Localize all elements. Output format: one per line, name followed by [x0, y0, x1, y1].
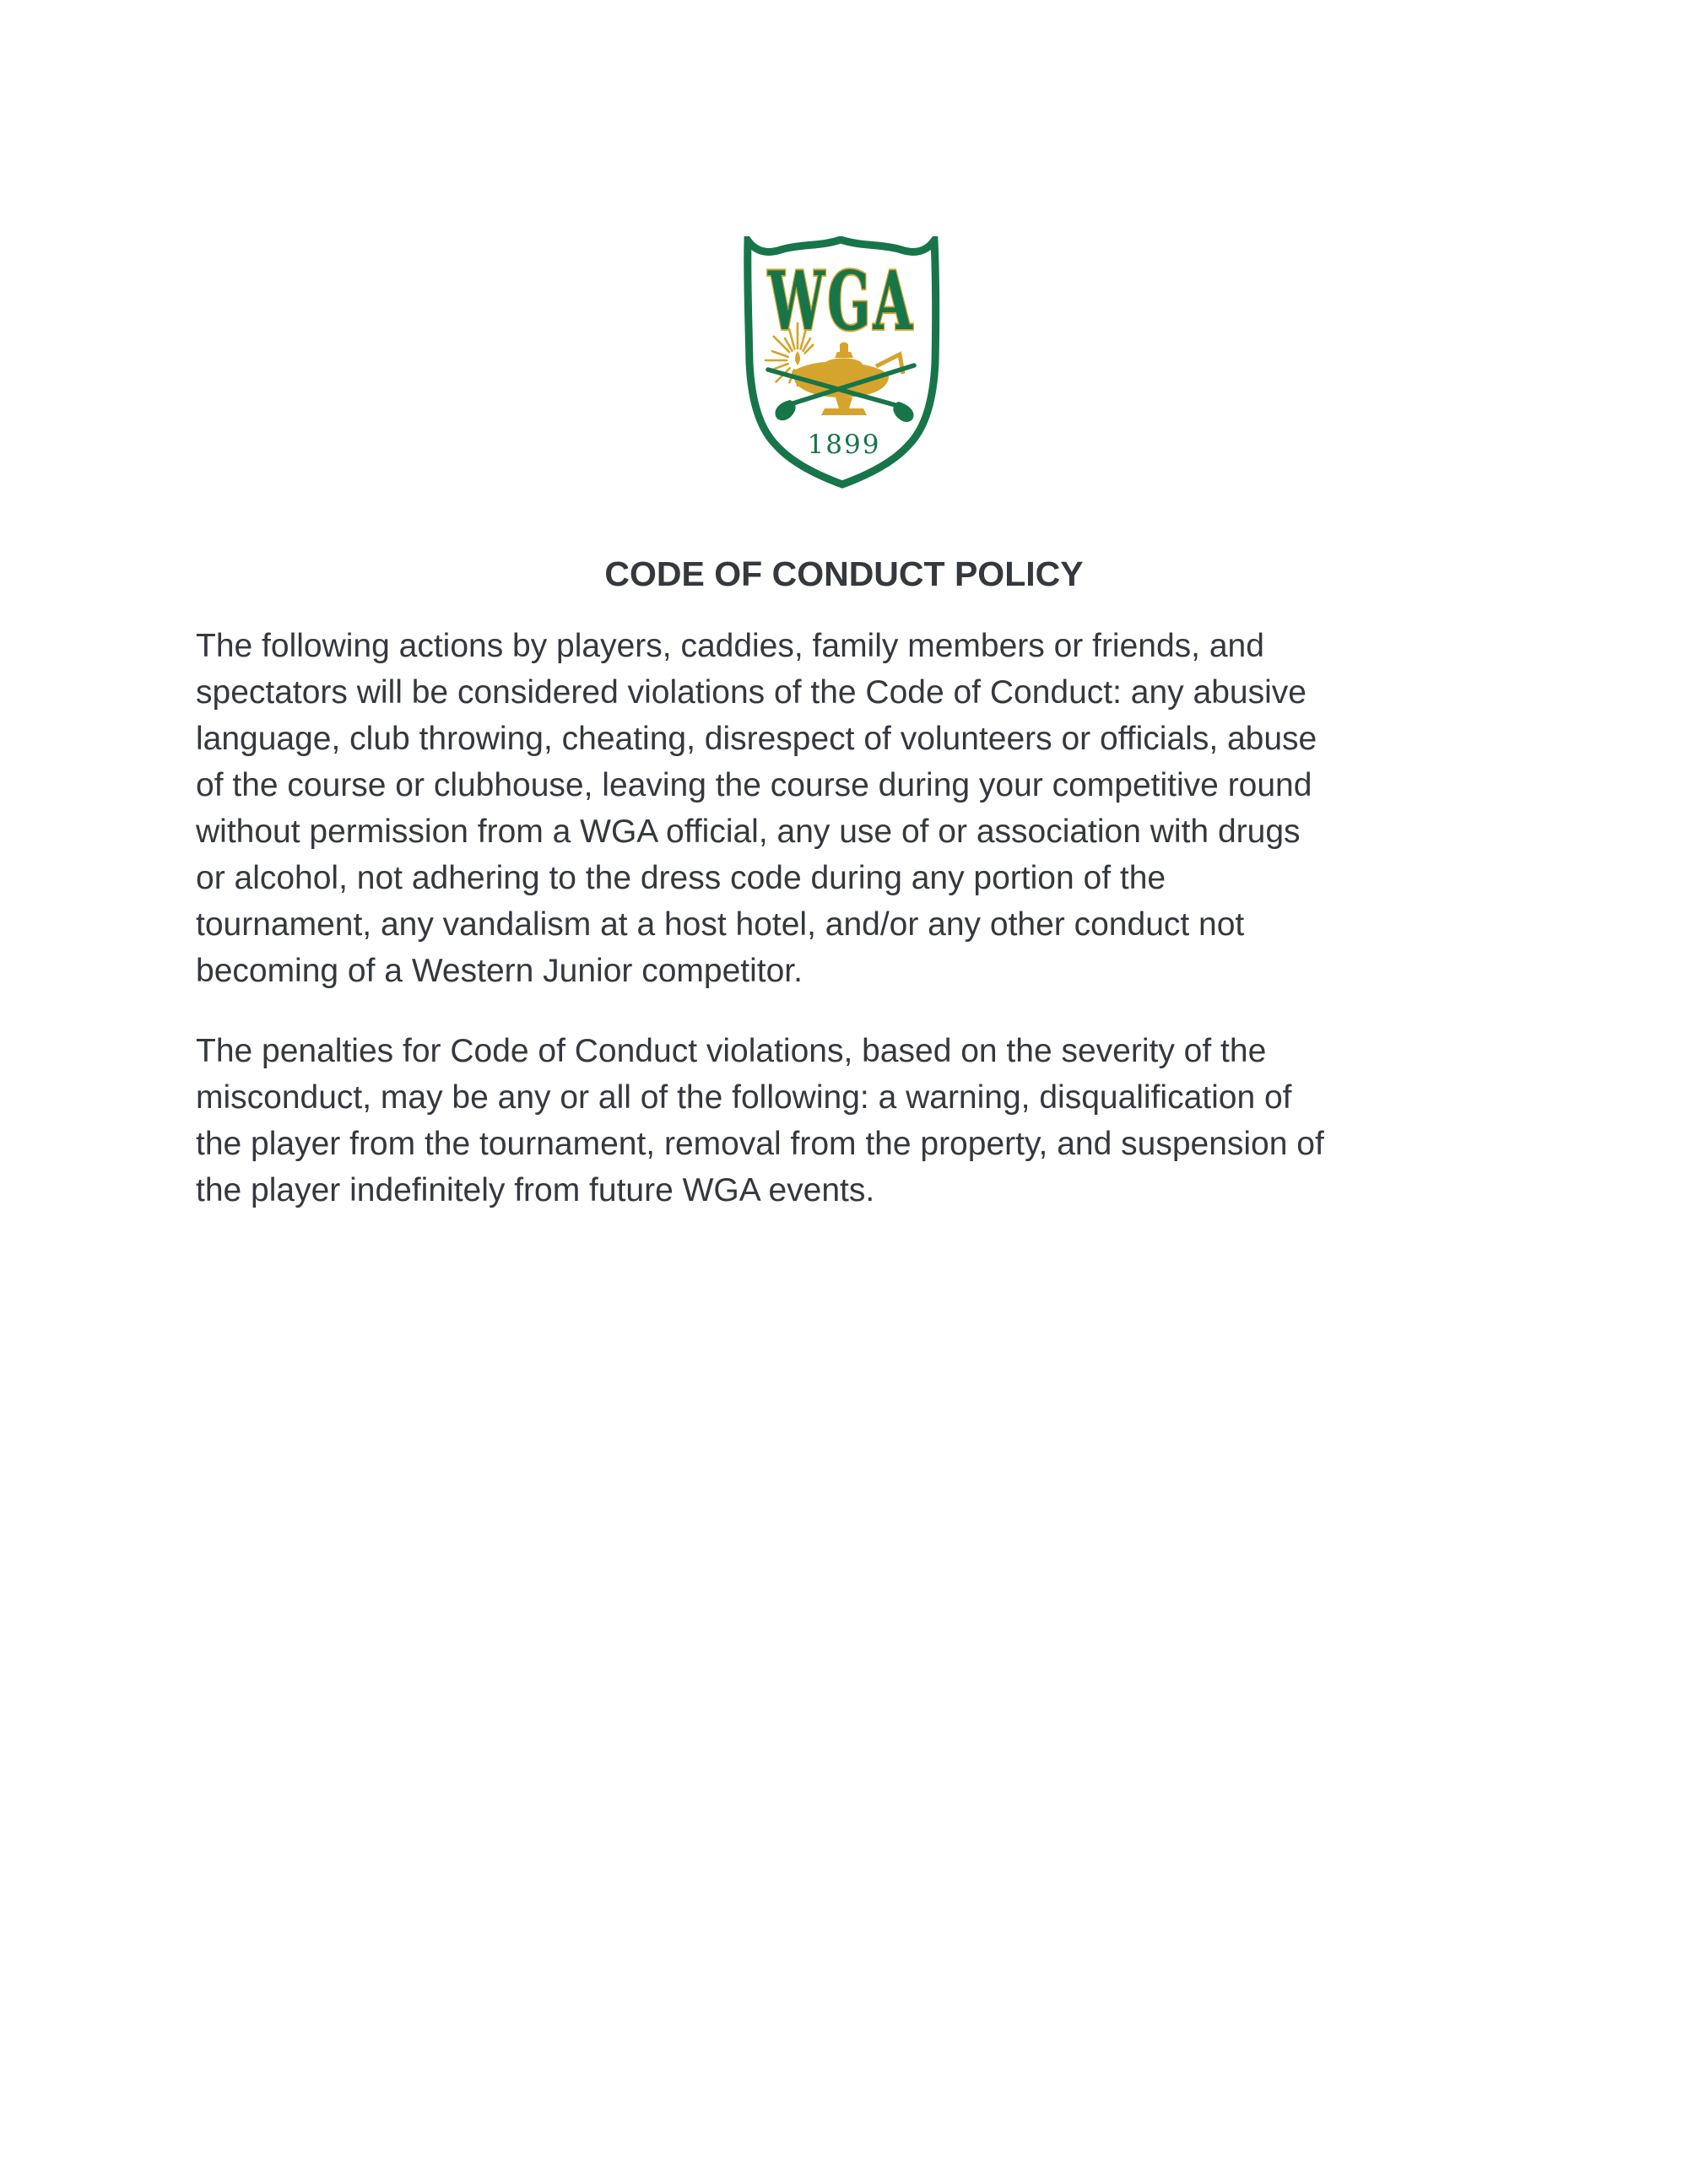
- logo-year: 1899: [807, 430, 881, 460]
- text-line: The following actions by players, caddies, family members or friends, and: [196, 628, 1264, 664]
- page-title: CODE OF CONDUCT POLICY: [604, 554, 1084, 593]
- text-line: language, club throwing, cheating, disrespect of volunteers or officials, abuse: [196, 721, 1317, 757]
- paragraph-violations: [196, 623, 1512, 994]
- text-line: spectators will be considered violations of the Code of Conduct: any abusive: [196, 674, 1307, 711]
- logo-monogram: WGA: [767, 253, 916, 349]
- text-line: without permission from a WGA official, any use of or association with drugs: [196, 814, 1301, 850]
- text-line: tournament, any vandalism at a host hotel, and/or any other conduct not: [196, 906, 1245, 943]
- text-line: the player from the tournament, removal from the property, and suspension of: [196, 1126, 1324, 1162]
- text-line: misconduct, may be any or all of the following: a warning, disqualification of: [196, 1079, 1292, 1116]
- text-line: becoming of a Western Junior competitor.: [196, 953, 803, 989]
- text-line: the player indefinitely from future WGA events.: [196, 1172, 875, 1208]
- text-line: of the course or clubhouse, leaving the course during your competitive round: [196, 767, 1312, 803]
- wga-logo: [741, 236, 944, 489]
- paragraph-penalties: [196, 1028, 1512, 1214]
- text-line: The penalties for Code of Conduct violations, based on the severity of the: [196, 1033, 1267, 1069]
- text-line: or alcohol, not adhering to the dress code during any portion of the: [196, 860, 1166, 896]
